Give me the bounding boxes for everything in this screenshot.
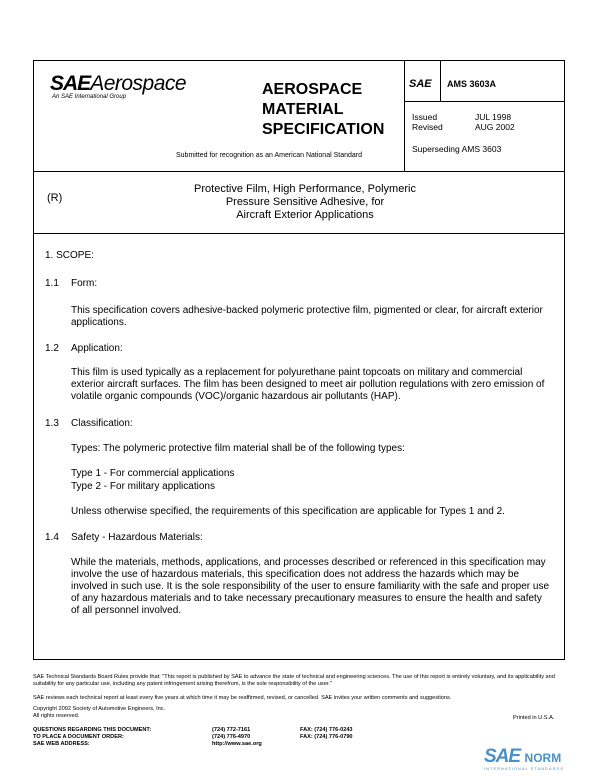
ansi-submission-note: Submitted for recognition as an American National Standard — [176, 152, 362, 159]
section-1-3-number: 1.3 — [45, 418, 59, 429]
section-1-4-text: While the materials, methods, applications, and processes described or referenced in this specification may involve the use of hazardous materials, this specification does not address the hazards which may be involved in such use. It is the sole responsibility of the user to ensure familiarity with the safe and proper use of any hazardous materials and to take necessary precautionary measures to ensure the health and safety of all personnel involved. — [71, 557, 550, 616]
section-1-1-text: This specification covers adhesive-backed polymeric protective film, pigmented or clear, for aircraft exterior applications. — [71, 305, 543, 328]
issued-date: JUL 1998 — [475, 112, 512, 122]
footer-order-fax: FAX: (724) 776-0790 — [300, 734, 353, 740]
document-type-title — [262, 80, 384, 140]
section-1-4-number: 1.4 — [45, 532, 59, 543]
subject-line-3: Aircraft Exterior Applications — [236, 209, 374, 221]
footer-printed: Printed in U.S.A. — [513, 715, 555, 721]
sae-norm-subtitle: INTERNATIONAL STANDARDS — [484, 766, 565, 771]
subject-divider — [33, 233, 565, 234]
document-subject — [190, 183, 420, 222]
footer-copyright: Copyright 2002 Society of Automotive Engineers, Inc. — [33, 706, 166, 712]
section-1-2-number: 1.2 — [45, 343, 59, 354]
document-number: AMS 3603A — [447, 79, 497, 89]
sae-aerospace-logo — [50, 72, 187, 100]
title-line-1: AEROSPACE — [262, 81, 363, 98]
logo-tagline: An SAE International Group — [52, 94, 127, 100]
section-1-heading: 1. SCOPE: — [45, 250, 94, 261]
header-vertical-divider — [404, 60, 405, 171]
sae-mini-logo: SAE — [409, 78, 432, 90]
sae-norm-logo — [484, 746, 565, 771]
issued-label: Issued — [412, 112, 438, 122]
section-1-3-unless: Unless otherwise specified, the requirements of this specification are applicable for Types 1 and 2. — [71, 506, 505, 517]
sae-norm-word: NORM — [524, 751, 562, 765]
footer-web-url[interactable]: http://www.sae.org — [212, 741, 262, 747]
revision-mark: (R) — [47, 192, 63, 204]
sae-mini-divider — [440, 60, 441, 101]
section-1-2-text: This film is used typically as a replacement for polyurethane paint topcoats on military and commercial exterior aircraft surfaces. The film has been designed to meet air pollution regulations with zero emission of volatile organic compounds (VOC)/organic hazardous air pollutants (HAP). — [71, 367, 545, 402]
section-1-3-title: Classification: — [71, 418, 133, 429]
header-divider — [33, 171, 565, 172]
revised-label: Revised — [412, 122, 443, 132]
subject-line-1: Protective Film, High Performance, Polymeric — [194, 183, 416, 195]
footer-review: SAE reviews each technical report at least every five years at which time it may be reaffirmed, revised, or cancelled. SAE invites your written comments and suggestions. — [33, 695, 452, 701]
docnum-divider — [404, 101, 565, 102]
section-1-3-type-1: Type 1 - For commercial applications — [71, 468, 235, 479]
title-line-2: MATERIAL — [262, 101, 344, 118]
footer-questions-label: QUESTIONS REGARDING THIS DOCUMENT: — [33, 727, 152, 733]
footer-web-label: SAE WEB ADDRESS: — [33, 741, 90, 747]
footer-order-label: TO PLACE A DOCUMENT ORDER: — [33, 734, 124, 740]
superseding-note: Superseding AMS 3603 — [412, 144, 502, 154]
footer-questions-phone: (724) 772-7161 — [212, 727, 251, 733]
footer-rules: SAE Technical Standards Board Rules provide that: "This report is published by SAE to advance the state of technical and engineering sciences. The use of this report is entirely voluntary, and its applicability and suitability for any particular use, including any patent infringement arising therefrom, is the sole responsibility of the user." — [33, 674, 555, 687]
section-1-3-types: Types: The polymeric protective film material shall be of the following types: — [71, 443, 405, 454]
revised-date: AUG 2002 — [475, 122, 515, 132]
logo-sae: SAE — [50, 72, 91, 95]
section-1-2-title: Application: — [71, 343, 123, 354]
section-1-1-title: Form: — [71, 278, 98, 289]
title-line-3: SPECIFICATION — [262, 121, 385, 138]
section-1-3-type-2: Type 2 - For military applications — [71, 481, 215, 492]
section-1-1-number: 1.1 — [45, 278, 59, 289]
logo-aerospace: Aerospace — [90, 72, 187, 95]
footer-order-phone: (724) 776-4970 — [212, 734, 251, 740]
subject-line-2: Pressure Sensitive Adhesive, for — [225, 196, 385, 208]
section-1-4-title: Safety - Hazardous Materials: — [71, 532, 203, 543]
sae-norm-sae: SAE — [484, 746, 521, 767]
footer-rights: All rights reserved. — [33, 713, 80, 719]
footer-questions-fax: FAX: (724) 776-0243 — [300, 727, 353, 733]
